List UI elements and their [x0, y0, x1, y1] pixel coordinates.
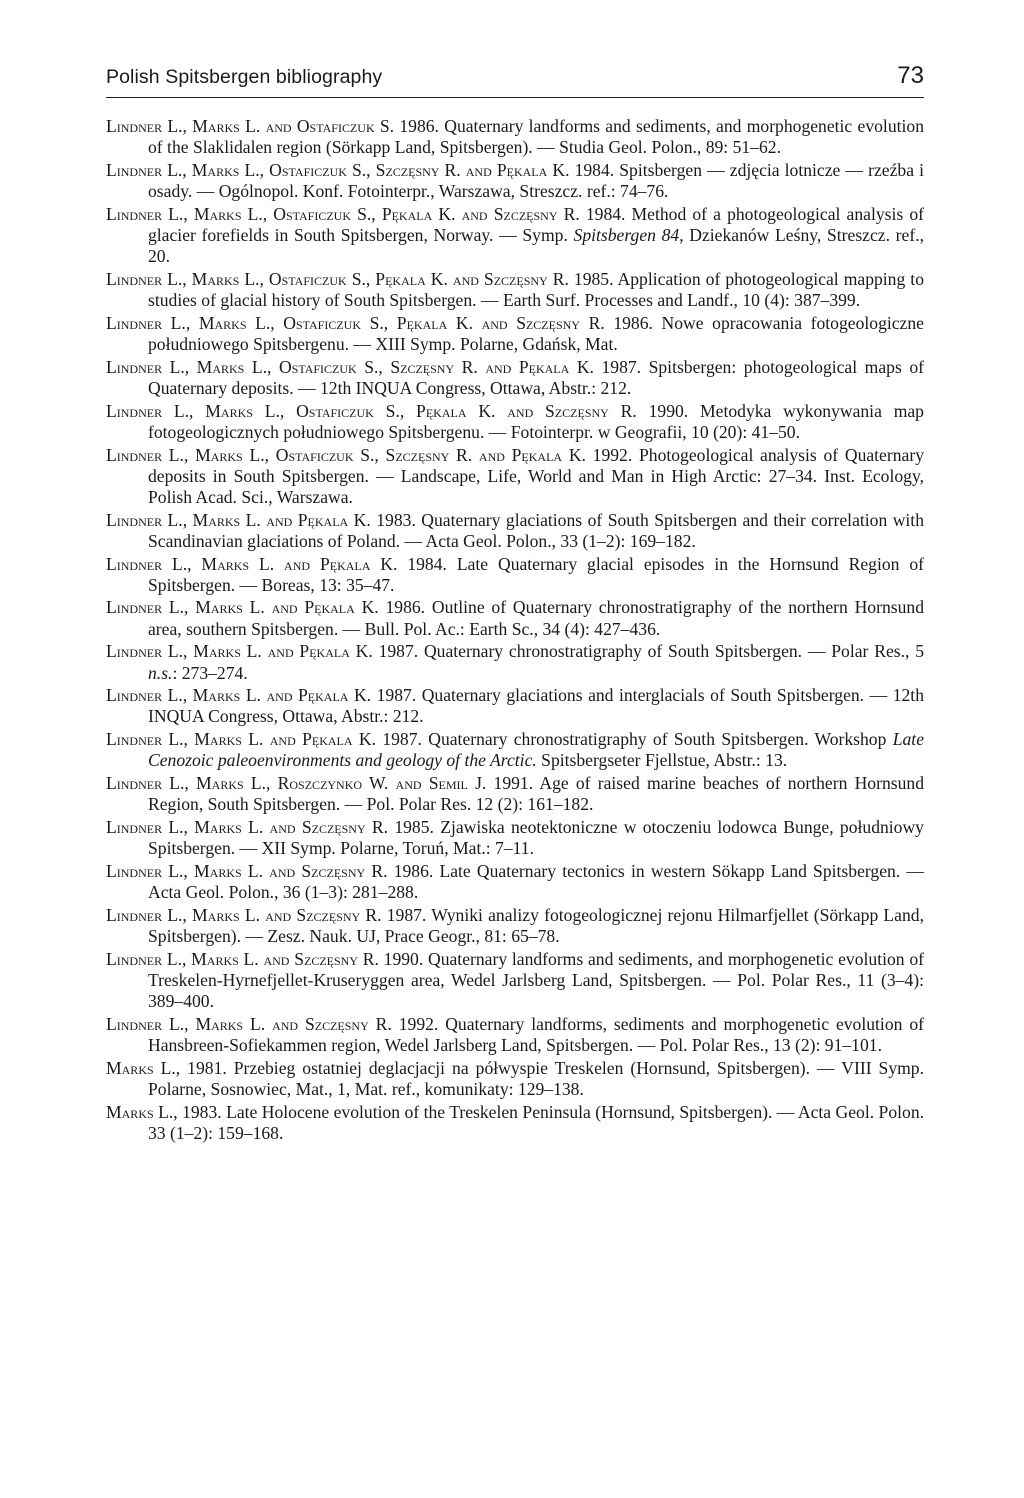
entry-authors: Lindner L., Marks L. and Pękala K. — [106, 509, 371, 530]
page-number: 73 — [897, 62, 924, 89]
bibliography-list — [106, 116, 924, 1146]
entry-citation: 1983. Quaternary glaciations of South Spitsbergen and their correlation with Scandinavian glaciations of Poland. — Acta Geol. Polon., 33 (1–2): 169–182. — [148, 509, 924, 551]
entry-citation: 1985. Application of photogeological mapping to studies of glacial history of South Spitsbergen. — Earth Surf. Processes and Landf., 10 (4): 387–399. — [148, 268, 924, 311]
entry-authors: Lindner L., Marks L., Ostaficzuk S., Pękala K. and Szczęsny R. — [106, 268, 569, 289]
entry-citation: 1987. Quaternary chronostratigraphy of South Spitsbergen. — Polar Res., 5 — [372, 641, 924, 662]
bibliography-entry — [106, 685, 924, 727]
entry-authors: Lindner L., Marks L. and Szczęsny R. — [106, 904, 382, 925]
bibliography-entry — [106, 641, 924, 683]
entry-citation: , 1981. Przebieg ostatniej deglacjacji na półwyspie Treskelen (Hornsund, Spitsbergen). — VIII Symp. Polarne, Sosnowiec, Mat., 1, Mat. ref., komunikaty: 129–138. — [148, 1057, 924, 1099]
entry-authors: Lindner L., Marks L., Ostaficzuk S., Szczęsny R. and Pękala K. — [106, 356, 594, 377]
bibliography-entry — [106, 1102, 924, 1144]
entry-authors: Lindner L., Marks L. and Szczęsny R. — [106, 948, 379, 969]
bibliography-entry — [106, 510, 924, 552]
bibliography-entry — [106, 1014, 924, 1056]
bibliography-entry — [106, 773, 924, 815]
bibliography-entry — [106, 313, 924, 355]
bibliography-entry — [106, 160, 924, 202]
entry-authors: Lindner L., Marks L., Ostaficzuk S., Szczęsny R. and Pękala K. — [106, 159, 570, 180]
entry-citation: 1986. Late Quaternary tectonics in western Sökapp Land Spitsbergen. — Acta Geol. Polon., 36 (1–3): 281–288. — [148, 860, 924, 903]
running-title: Polish Spitsbergen bibliography — [106, 66, 383, 88]
entry-italic-title: Late Cenozoic paleoenvironments and geology of the Arctic. — [148, 729, 924, 771]
running-head — [106, 62, 924, 96]
bibliography-entry — [106, 905, 924, 947]
entry-citation-continued: : 273–274. — [172, 662, 248, 683]
entry-authors: Lindner L., Marks L., Ostaficzuk S., Pękala K. and Szczęsny R. — [106, 312, 605, 333]
bibliography-entry — [106, 1058, 924, 1100]
entry-citation: 1987. Quaternary glaciations and interglacials of South Spitsbergen. — 12th INQUA Congress, Ottawa, Abstr.: 212. — [148, 685, 924, 727]
entry-italic-title: n.s. — [148, 662, 173, 683]
bibliography-entry — [106, 269, 924, 311]
bibliography-entry — [106, 817, 924, 859]
entry-citation: 1986. Quaternary landforms and sediments, and morphogenetic evolution of the Slaklidalen region (Sörkapp Land, Spitsbergen). — Studia Geol. Polon., 89: 51–62. — [148, 116, 924, 158]
entry-citation: 1984. Method of a photogeological analysis of glacier forefields in South Spitsbergen, Norway. — Symp. — [148, 203, 924, 246]
entry-citation: 1987. Wyniki analizy fotogeologicznej rejonu Hilmarfjellet (Sörkapp Land, Spitsbergen). — Zesz. Nauk. UJ, Prace Geogr., 81: 65–78. — [148, 904, 924, 947]
entry-citation: 1984. Late Quaternary glacial episodes in the Hornsund Region of Spitsbergen. — Boreas, 13: 35–47. — [148, 553, 925, 595]
entry-citation: 1992. Quaternary landforms, sediments and morphogenetic evolution of Hansbreen-Sofiekammen region, Wedel Jarlsberg Land, Spitsbergen. — Pol. Polar Res., 13 (2): 91–101. — [148, 1013, 924, 1056]
bibliography-entry — [106, 116, 924, 158]
bibliography-entry — [106, 949, 924, 1013]
entry-authors: Lindner L., Marks L. and Szczęsny R. — [106, 860, 388, 881]
entry-authors: Lindner L., Marks L. and Pękala K. — [106, 553, 398, 574]
entry-authors: Lindner L., Marks L. and Pękala K. — [106, 641, 373, 662]
entry-citation: 1987. Spitsbergen: photogeological maps of Quaternary deposits. — 12th INQUA Congress, Ottawa, Abstr.: 212. — [148, 356, 924, 398]
entry-authors: Lindner L., Marks L., Ostaficzuk S., Pękala K. and Szczęsny R. — [106, 203, 580, 224]
entry-citation-continued: , Dziekanów Leśny, Streszcz. ref., 20. — [148, 225, 924, 267]
bibliography-entry — [106, 357, 924, 399]
entry-authors: Lindner L., Marks L. and Szczęsny R. — [106, 817, 389, 837]
entry-authors: Marks L. — [106, 1057, 176, 1078]
entry-citation: 1990. Quaternary landforms and sediments, and morphogenetic evolution of Treskelen-Hyrnefjellet-Kruseryggen area, Wedel Jarlsberg Land, Spitsbergen. — Pol. Polar Res., 11 (3–4): 389–400. — [148, 948, 924, 1012]
entry-citation: 1985. Zjawiska neotektoniczne w otoczeniu lodowca Bunge, południowy Spitsbergen. — XII Symp. Polarne, Toruń, Mat.: 7–11. — [148, 817, 924, 859]
entry-authors: Lindner L., Marks L. and Pękala K. — [106, 729, 376, 750]
entry-authors: Lindner L., Marks L. and Pękala K. — [106, 685, 372, 706]
bibliography-entry — [106, 729, 924, 771]
entry-citation: 1984. Spitsbergen — zdjęcia lotnicze — rzeźba i osady. — Ogólnopol. Konf. Fotointerpr., Warszawa, Streszcz. ref.: 74–76. — [148, 159, 924, 202]
entry-citation: 1991. Age of raised marine beaches of northern Hornsund Region, South Spitsbergen. — Pol. Polar Res. 12 (2): 161–182. — [148, 773, 924, 815]
entry-authors: Lindner L., Marks L. and Pękala K. — [106, 597, 379, 618]
bibliography-entry — [106, 445, 924, 509]
header-rule — [106, 97, 924, 98]
entry-citation: 1990. Metodyka wykonywania map fotogeologicznych południowego Spitsbergenu. — Fotointerpr. w Geografii, 10 (20): 41–50. — [148, 400, 924, 442]
entry-authors: Marks L. — [106, 1101, 174, 1122]
entry-citation: 1986. Outline of Quaternary chronostratigraphy of the northern Hornsund area, southern Spitsbergen. — Bull. Pol. Ac.: Earth Sc., 34 (4): 427–436. — [148, 597, 924, 639]
entry-citation: 1987. Quaternary chronostratigraphy of South Spitsbergen. Workshop — [375, 729, 893, 750]
entry-authors: Lindner L., Marks L., Roszczynko W. and Semil J. — [106, 773, 487, 794]
entry-citation-continued: Spitsbergseter Fjellstue, Abstr.: 13. — [536, 750, 788, 771]
bibliography-entry — [106, 401, 924, 443]
bibliography-entry — [106, 554, 924, 596]
bibliography-entry — [106, 861, 924, 903]
bibliography-entry — [106, 597, 924, 639]
entry-citation: , 1983. Late Holocene evolution of the Treskelen Peninsula (Hornsund, Spitsbergen). — Acta Geol. Polon. 33 (1–2): 159–168. — [148, 1101, 925, 1143]
entry-authors: Lindner L., Marks L., Ostaficzuk S., Pękala K. and Szczęsny R. — [106, 400, 637, 421]
entry-authors: Lindner L., Marks L., Ostaficzuk S., Szczęsny R. and Pękala K. — [106, 444, 586, 465]
entry-authors: Lindner L., Marks L. and Szczęsny R. — [106, 1013, 392, 1034]
bibliography-entry — [106, 204, 924, 268]
entry-authors: Lindner L., Marks L. and Ostaficzuk S. — [106, 116, 395, 136]
entry-italic-title: Spitsbergen 84 — [573, 225, 680, 246]
entry-citation: 1992. Photogeological analysis of Quaternary deposits in South Spitsbergen. — Landscape, Life, World and Man in High Arctic: 27–34. Inst. Ecology, Polish Acad. Sci., Warszawa. — [148, 444, 924, 507]
entry-citation: 1986. Nowe opracowania fotogeologiczne południowego Spitsbergenu. — XIII Symp. Polarne, Gdańsk, Mat. — [148, 312, 924, 355]
